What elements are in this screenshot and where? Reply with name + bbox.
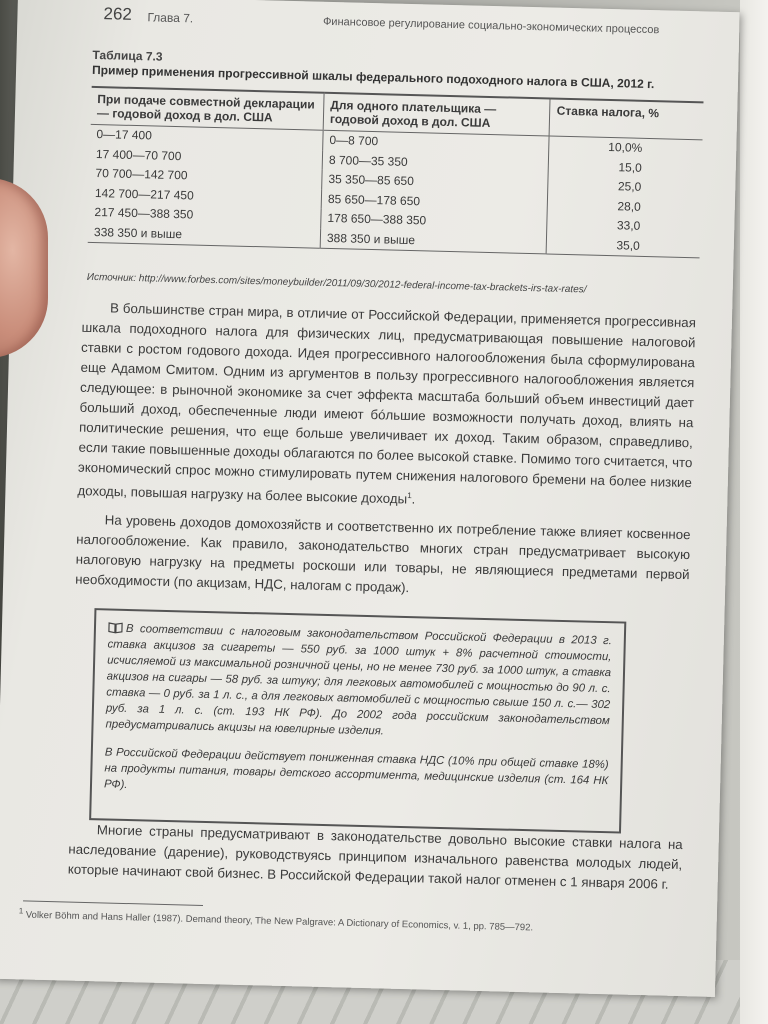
info-box [89, 608, 626, 833]
paragraph-text: В большинстве стран мира, в отличие от Российской Федерации, применяется прогрессивная шкала подоходного налога для физических лиц, предусматривающая повышение налоговой ставки с ростом годового дохода. Идея прогрессивного налогообложения была сформулирована еще Адамом Смитом. Одним из аргументов в пользу прогрессивного налогообложения является следующее: в рыночной экономике за счет эффекта масштаба больший объем инвестиций дает больший доход, обеспеченные люди имеют бóльшие возможности получать доход, влиять на политические решения, что еще больше увеличивает их доход. Таким образом, справедливо, если такие повышенные доходы облагаются по более высокой ставке. Помимо того считается, что экономический спрос можно стимулировать путем снижения налогового бремени на более низкие доходы, повышая нагрузку на более высокие доходы [77, 300, 697, 507]
joint-cell: 142 700—217 450 [94, 185, 194, 203]
info-box-text-excise: В соответствии с налоговым законодательством Российской Федерации в 2013 г. ставка акцизов за сигареты — 550 руб. за 1000 штук + 8% расчетной стоимости, исчисляемой из максимальной розничной цены, но не менее 730 руб. за 1000 штук, а ставка акцизов на сигары — 58 руб. за штуку; для легковых автомобилей с мощностью до 90 л. с. ставка — 0 руб. за 1 л. с., а для легковых автомобилей с мощностью свыше 150 л. с.— 302 руб. за 1 л. с. (ст. 193 НК РФ). До 2002 года российским законодательством предусматривались акцизы на ювелирные изделия. [105, 622, 612, 738]
page-number: 262 [103, 4, 133, 24]
single-cell: 388 350 и выше [320, 228, 547, 254]
header-joint: При подаче совместной декларации — годовой доход в дол. США [91, 87, 324, 130]
info-box-text-vat: В Российской Федерации действует пониженная ставка НДС (10% при общей ставке 18%) на продукты питания, товары детского ассортимента, медицинские изделия (ст. 164 НК РФ). [103, 746, 609, 792]
footnote-mark: 1 [407, 491, 412, 501]
joint-cell: 217 450—388 350 [94, 205, 194, 222]
table-label: Таблица 7.3 [92, 47, 163, 64]
tax-table [88, 86, 704, 258]
rate-cell: 35,0 [547, 234, 700, 258]
footnote-divider [23, 900, 203, 906]
book-icon [108, 621, 123, 633]
next-page-edge [740, 0, 768, 1024]
header-rate: Ставка налога, % [550, 99, 704, 140]
single-cell: 35 350—85 650 [322, 170, 549, 195]
chapter-label: Глава 7. [147, 10, 194, 26]
joint-cell: 17 400—70 700 [95, 146, 182, 163]
table-source: Источник: http://www.forbes.com/sites/moneybuilder/2011/09/30/2012-federal-income-tax-brackets-irs-tax-rates/ [86, 271, 587, 296]
single-cell: 178 650—388 350 [321, 209, 548, 234]
header-single: Для одного плательщика — годовой доход в дол. США [323, 93, 550, 136]
joint-cell: 338 350 и выше [93, 224, 183, 241]
rate-cell: 25,0 [548, 175, 701, 198]
single-cell: 85 650—178 650 [321, 189, 548, 214]
table-title: Пример применения прогрессивной шкалы федерального подоходного налога в США, 2012 г. [91, 62, 655, 92]
paragraph-text: Многие страны предусматривают в законодательстве довольно высокие ставки налога на наследование (дарение), руководствуясь принципом изначального равенства молодых людей, которые начинают свой бизнес. В Российской Федерации такой налог отменен с 1 января 2006 г. [67, 822, 683, 892]
table-caption [92, 48, 713, 94]
rate-cell: 15,0 [549, 156, 702, 179]
rate-cell: 10,0% [549, 136, 702, 160]
footnote-number: 1 [18, 906, 24, 916]
footnote-text: Volker Böhm and Hans Haller (1987). Demand theory, The New Palgrave: A Dictionary of Economics, v. 1, pp. 785—792. [25, 909, 534, 934]
paragraph-progressive-tax [77, 298, 696, 517]
rate-cell: 28,0 [548, 195, 701, 218]
joint-cell: 70 700—142 700 [95, 166, 188, 183]
page-header [103, 4, 719, 46]
single-cell: 0—8 700 [323, 130, 550, 156]
paragraph-end: . [411, 491, 416, 507]
footnote [19, 906, 679, 937]
info-box-paragraph [105, 620, 612, 745]
running-title: Финансовое регулирование социально-экономических процессов [322, 15, 660, 37]
rate-cell: 33,0 [547, 214, 700, 237]
paragraph-indirect-tax [75, 510, 691, 606]
joint-cell: 0—17 400 [96, 127, 153, 143]
paragraph-text: На уровень доходов домохозяйств и соответственно их потребление также влияет косвенное налогообложение. Как правило, законодательство многих стран предусматривает высокую налоговую нагрузку на предметы роскоши или товары, не являющиеся предметами первой необходимости (по акцизам, НДС, налогам с продаж). [75, 512, 691, 596]
single-cell: 8 700—35 350 [322, 150, 549, 175]
